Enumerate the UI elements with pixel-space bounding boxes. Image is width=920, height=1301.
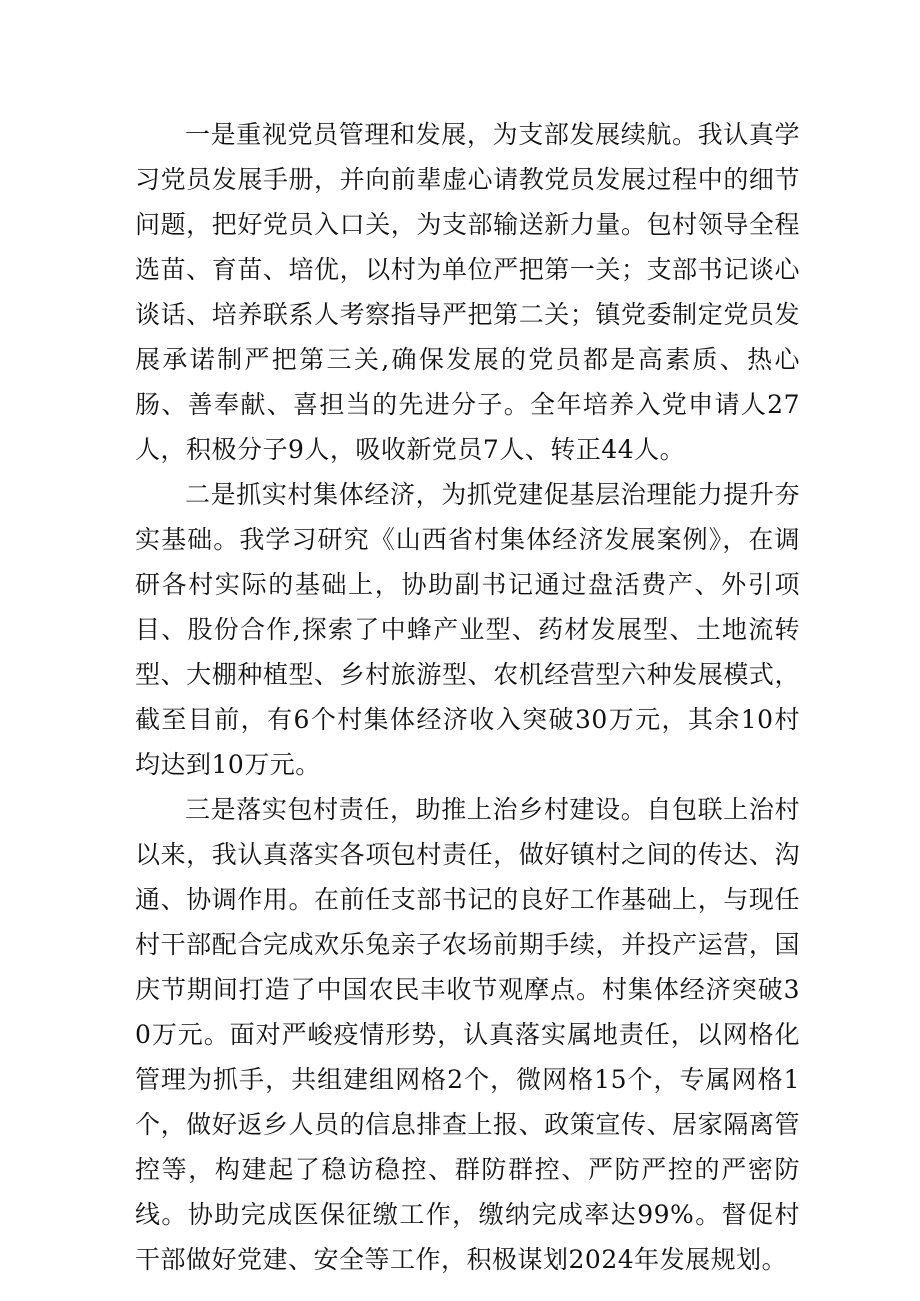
paragraph-collective-economy: 二是抓实村集体经济，为抓党建促基层治理能力提升夯实基础。我学习研究《山西省村集体经济发展案例》，在调研各村实际的基础上，协助副书记通过盘活费产、外引项目、股份合作,探索了中蜂产业型、药材发展型、土地流转型、大棚种植型、乡村旅游型、农机经营型六种发展模式，截至目前，有6个村集体经济收入突破30万元，其余10村均达到10万元。 xyxy=(135,480,800,779)
paragraph-party-member-development: 一是重视党员管理和发展，为支部发展续航。我认真学习党员发展手册，并向前辈虚心请教党员发展过程中的细节问题，把好党员入口关，为支部输送新力量。包村领导全程选苗、育苗、培优，以村为单位严把第一关；支部书记谈心谈话、培养联系人考察指导严把第二关；镇党委制定党员发展承诺制严把第三关,确保发展的党员都是高素质、热心肠、善奉献、喜担当的先进分子。全年培养入党申请人27人，积极分子9人，吸收新党员7人、转正44人。 xyxy=(135,120,800,464)
paragraph-village-responsibility: 三是落实包村责任，助推上治乡村建设。自包联上治村以来，我认真落实各项包村责任，做好镇村之间的传达、沟通、协调作用。在前任支部书记的良好工作基础上，与现任村干部配合完成欢乐兔亲子农场前期手续，并投产运营，国庆节期间打造了中国农民丰收节观摩点。村集体经济突破30万元。面对严峻疫情形势，认真落实属地责任，以网格化管理为抓手，共组建组网格2个，微网格15个，专属网格1个，做好返乡人员的信息排查上报、政策宣传、居家隔离管控等，构建起了稳访稳控、群防群控、严防严控的严密防线。协助完成医保征缴工作，缴纳完成率达99%。督促村干部做好党建、安全等工作，积极谋划2024年发展规划。 xyxy=(135,795,800,1274)
document-body xyxy=(135,112,800,1282)
